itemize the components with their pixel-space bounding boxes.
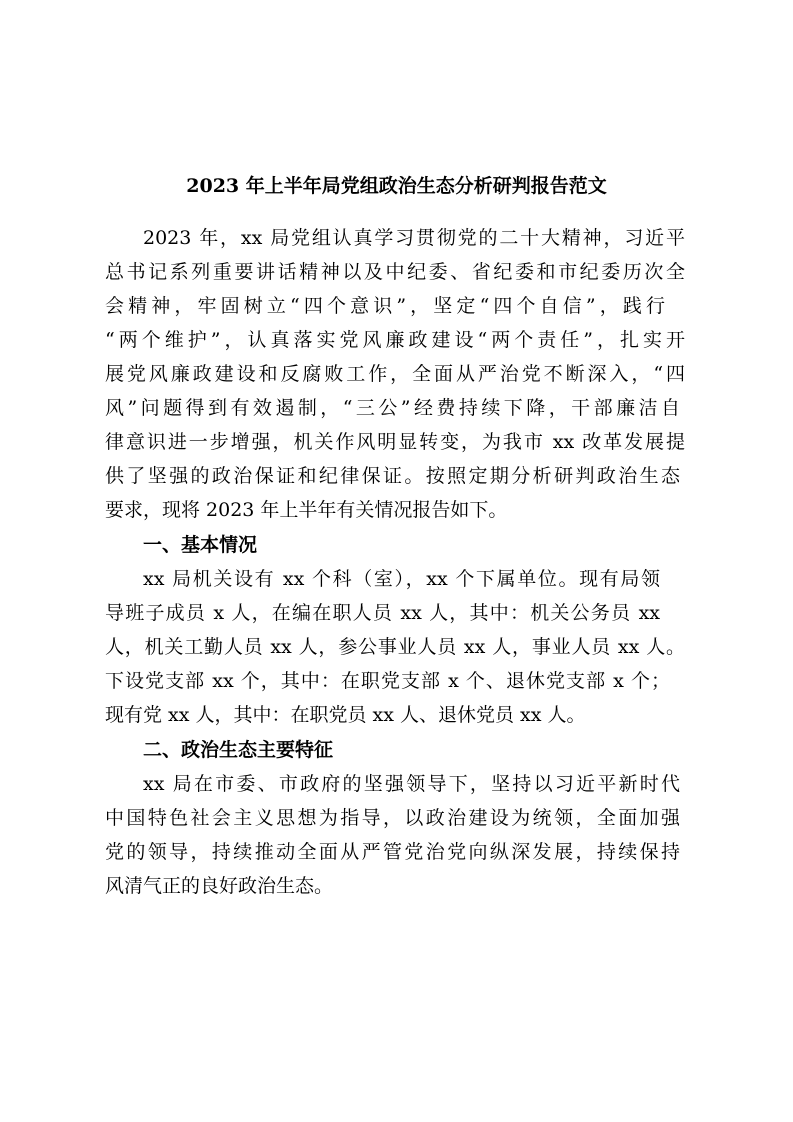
paragraph-line: 要求，现将 2023 年上半年有关情况报告如下。 <box>105 499 508 521</box>
section-heading: 二、政治生态主要特征 <box>143 739 334 761</box>
paragraph-line: 导班子成员 x 人，在编在职人员 xx 人，其中：机关公务员 xx <box>105 602 660 624</box>
paragraph-line: 会精神，牢固树立“四个意识”，坚定“四个自信”，践行 <box>105 295 665 317</box>
document-title: 2023 年上半年局党组政治生态分析研判报告范文 <box>186 175 607 197</box>
section-heading: 一、基本情况 <box>143 534 258 556</box>
paragraph-line: xx 局机关设有 xx 个科（室），xx 个下属单位。现有局领 <box>143 568 660 590</box>
paragraph-line: 人，机关工勤人员 xx 人，参公事业人员 xx 人，事业人员 xx 人。 <box>105 636 685 658</box>
paragraph-line: 风”问题得到有效遏制，“三公”经费持续下降，干部廉洁自 <box>105 397 680 419</box>
paragraph-line: 党的领导，持续推动全面从严管党治党向纵深发展，持续保持 <box>105 841 680 863</box>
paragraph-line: 下设党支部 xx 个，其中：在职党支部 x 个、退休党支部 x 个； <box>105 670 670 692</box>
paragraph-line: 律意识进一步增强，机关作风明显转变，为我市 xx 改革发展提 <box>105 431 685 453</box>
paragraph-line: 现有党 xx 人，其中：在职党员 xx 人、退休党员 xx 人。 <box>105 704 586 726</box>
paragraph-line: “两个维护”，认真落实党风廉政建设“两个责任”，扎实开 <box>105 329 685 351</box>
paragraph-line: xx 局在市委、市政府的坚强领导下，坚持以习近平新时代 <box>143 773 680 795</box>
paragraph-line: 风清气正的良好政治生态。 <box>105 875 334 897</box>
paragraph-line: 中国特色社会主义思想为指导，以政治建设为统领，全面加强 <box>105 807 680 829</box>
paragraph-line: 展党风廉政建设和反腐败工作，全面从严治党不断深入，“四 <box>105 363 685 385</box>
paragraph-line: 2023 年，xx 局党组认真学习贯彻党的二十大精神，习近平 <box>143 227 685 249</box>
paragraph-line: 供了坚强的政治保证和纪律保证。按照定期分析研判政治生态 <box>105 465 680 487</box>
paragraph-line: 总书记系列重要讲话精神以及中纪委、省纪委和市纪委历次全 <box>105 261 685 283</box>
